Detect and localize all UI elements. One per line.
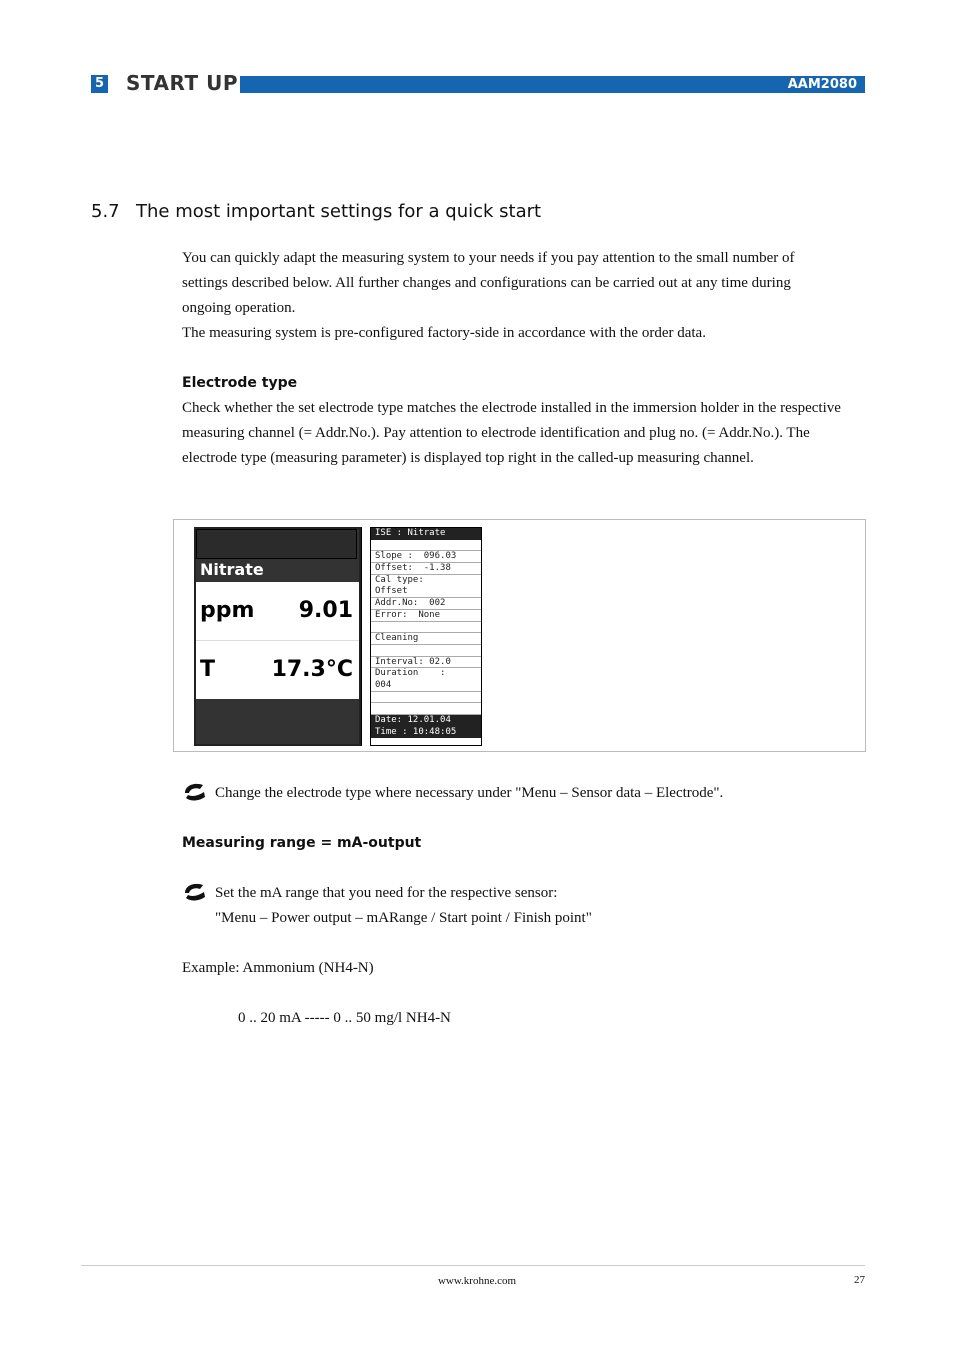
lcd-value: 9.01 (298, 598, 353, 623)
menu-blank (371, 692, 481, 704)
menu-offset: Offset: -1.38 (371, 563, 481, 575)
menu-time: Time : 10:48:05 (371, 727, 481, 739)
electrode-note: Change the electrode type where necessary under "Menu – Sensor data – Electrode". (215, 785, 724, 801)
electrode-paragraph: Check whether the set electrode type matches the electrode installed in the immersion holder in the respective measuring channel (= Addr.No.). Pay attention to electrode identification and plug no. (= Addr.No.). The electrode type (measuring parameter) is displayed top right in the called-up measuring channel. (182, 400, 841, 466)
range-example: Example: Ammonium (NH4-N) (182, 960, 374, 976)
menu-blank (371, 703, 481, 715)
range-note-line-1: Set the mA range that you need for the respective sensor: (215, 885, 558, 901)
hand-pointer-icon (183, 881, 207, 903)
intro-paragraph-2: The measuring system is pre-configured factory-side in accordance with the order data. (182, 325, 706, 341)
chapter-title: START UP (126, 71, 238, 95)
lcd-display (194, 527, 361, 746)
section-number: 5.7 (91, 201, 120, 222)
lcd-unit: ppm (200, 598, 255, 623)
menu-blank (371, 540, 481, 552)
menu-slope: Slope : 096.03 (371, 551, 481, 563)
range-heading: Measuring range = mA-output (182, 835, 422, 851)
menu-cal-type: Cal type: (375, 574, 424, 585)
section-title: The most important settings for a quick start (136, 201, 542, 222)
intro-paragraph-1: You can quickly adapt the measuring system to your needs if you pay attention to the small number of settings described below. All further changes and configurations can be carried out at any time during ongoing operation. (182, 250, 795, 316)
menu-blank (371, 645, 481, 657)
menu-error: Error: None (371, 610, 481, 622)
footer-url: www.krohne.com (437, 1275, 517, 1287)
menu-blank (371, 622, 481, 634)
lcd-temp-value: 17.3°C (271, 657, 353, 682)
lcd-measurement-row (196, 582, 359, 641)
hand-pointer-icon (183, 781, 207, 803)
lcd-parameter-name: Nitrate (200, 560, 264, 579)
menu-cal-value: Offset (371, 586, 481, 598)
header-bar (240, 76, 865, 93)
menu-duration-value: 004 (371, 680, 481, 692)
page-number: 27 (854, 1274, 865, 1286)
menu-duration: Duration : (375, 668, 446, 679)
menu-date: Date: 12.01.04 (371, 715, 481, 727)
section-heading (91, 201, 541, 222)
lcd-temperature-row (196, 641, 359, 699)
range-mapping: 0 .. 20 mA ----- 0 .. 50 mg/l NH4-N (238, 1010, 451, 1026)
lcd-info-panel (370, 527, 482, 746)
lcd-header-box (196, 529, 357, 559)
document-id: AAM2080 (787, 77, 857, 92)
menu-addr: Addr.No: 002 (371, 598, 481, 610)
footer-divider (81, 1265, 865, 1266)
chapter-number: 5 (91, 75, 108, 93)
lcd-temp-label: T (200, 657, 216, 682)
menu-cleaning: Cleaning (371, 633, 481, 645)
menu-interval: Interval: 02.0 (371, 657, 481, 669)
range-note-line-2: "Menu – Power output – mARange / Start point / Finish point" (215, 910, 592, 926)
menu-header: ISE : Nitrate (371, 528, 481, 540)
electrode-heading: Electrode type (182, 375, 298, 391)
